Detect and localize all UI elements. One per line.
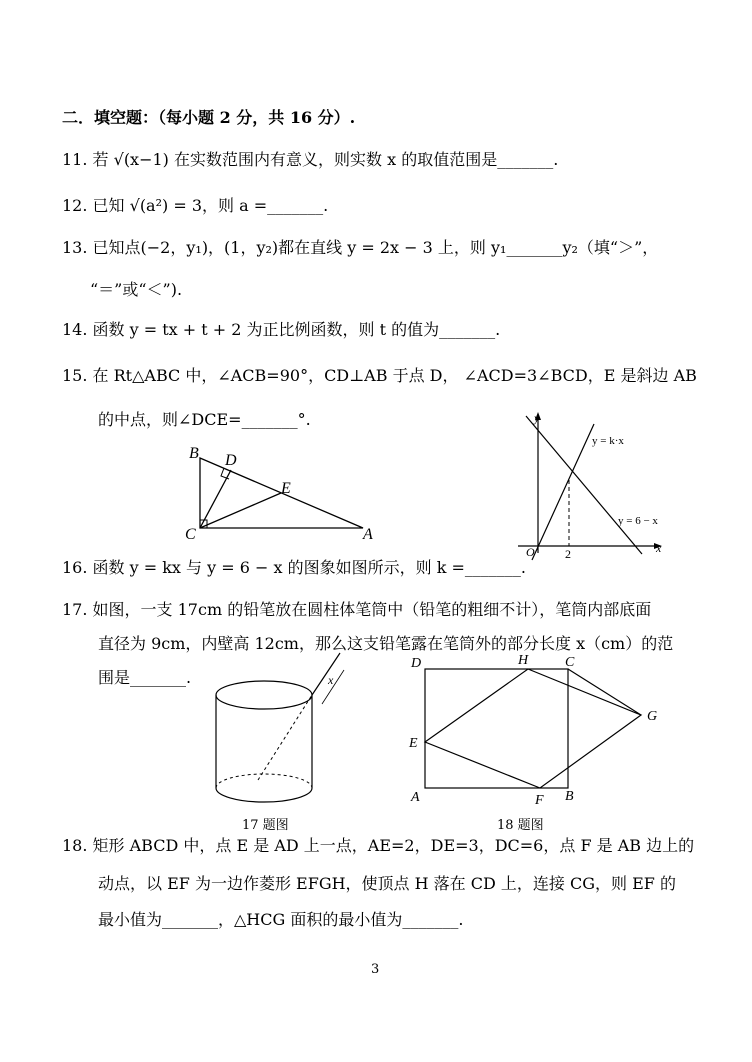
- rect-label-h: H: [518, 653, 529, 668]
- tri-label-e: E: [281, 480, 291, 497]
- question-14: 14. 函数 y = tx + t + 2 为正比例函数，则 t 的值为_______.: [62, 320, 501, 339]
- question-18-line-1: 18. 矩形 ABCD 中，点 E 是 AD 上一点，AE=2，DE=3，DC=6，点 F 是 AB 边上的: [62, 836, 695, 855]
- question-17-line-2: 直径为 9cm，内壁高 12cm，那么这支铅笔露在笔筒外的部分长度 x（cm）的范: [98, 634, 674, 653]
- rect-label-a: A: [411, 790, 420, 805]
- cylinder-figure: [212, 650, 352, 810]
- cylinder-label-x: x: [328, 673, 334, 687]
- figure-17-caption: 17 题图: [242, 818, 289, 833]
- line-graph-figure: [510, 408, 670, 561]
- graph-label-line2: y = 6 − x: [618, 515, 658, 527]
- tri-label-b: B: [189, 445, 199, 462]
- rect-label-b: B: [565, 789, 574, 804]
- graph-label-y: y: [534, 411, 540, 425]
- section-heading: 二．填空题：（每小题 2 分，共 16 分）.: [62, 108, 356, 127]
- rect-label-c: C: [565, 655, 575, 670]
- rect-label-f: F: [535, 793, 544, 808]
- rect-label-e: E: [409, 736, 418, 751]
- triangle-figure: [185, 443, 385, 543]
- question-18-line-2: 动点，以 EF 为一边作菱形 EFGH，使顶点 H 落在 CD 上，连接 CG，则 EF 的: [98, 874, 676, 893]
- question-15-line-2: 的中点，则∠DCE=_______°.: [98, 410, 311, 429]
- tri-label-d: D: [225, 452, 237, 469]
- graph-label-two: 2: [565, 547, 571, 561]
- page-number: 3: [371, 962, 380, 977]
- question-15-line-1: 15. 在 Rt△ABC 中，∠ACB=90°，CD⊥AB 于点 D， ∠ACD=3∠BCD，E 是斜边 AB: [62, 366, 697, 385]
- graph-label-x: x: [656, 541, 662, 555]
- question-12: 12. 已知 √(a²) = 3，则 a =_______.: [62, 196, 329, 215]
- question-17-line-1: 17. 如图，一支 17cm 的铅笔放在圆柱体笔筒中（铅笔的粗细不计），笔筒内部底面: [62, 600, 652, 619]
- question-16: 16. 函数 y = kx 与 y = 6 − x 的图象如图所示，则 k =_______.: [62, 558, 526, 577]
- tri-label-c: C: [185, 526, 196, 543]
- figure-18-caption: 18 题图: [497, 818, 544, 833]
- graph-label-origin: O: [526, 545, 535, 559]
- question-18-line-3: 最小值为_______，△HCG 面积的最小值为_______.: [98, 910, 464, 929]
- graph-label-line1: y = k·x: [592, 435, 624, 447]
- rect-label-g: G: [647, 709, 658, 724]
- rhombus-figure: [405, 650, 670, 810]
- question-13-line-1: 13. 已知点(−2，y₁)，(1，y₂)都在直线 y = 2x − 3 上，则 y₁_______y₂（填“＞”，: [62, 238, 659, 257]
- rect-label-d: D: [411, 656, 422, 671]
- tri-label-a: A: [363, 526, 373, 543]
- question-17-line-3: 围是_______.: [98, 668, 192, 687]
- question-11: 11. 若 √(x−1) 在实数范围内有意义，则实数 x 的取值范围是_______.: [62, 150, 559, 169]
- question-13-line-2: “＝”或“＜”).: [90, 280, 183, 299]
